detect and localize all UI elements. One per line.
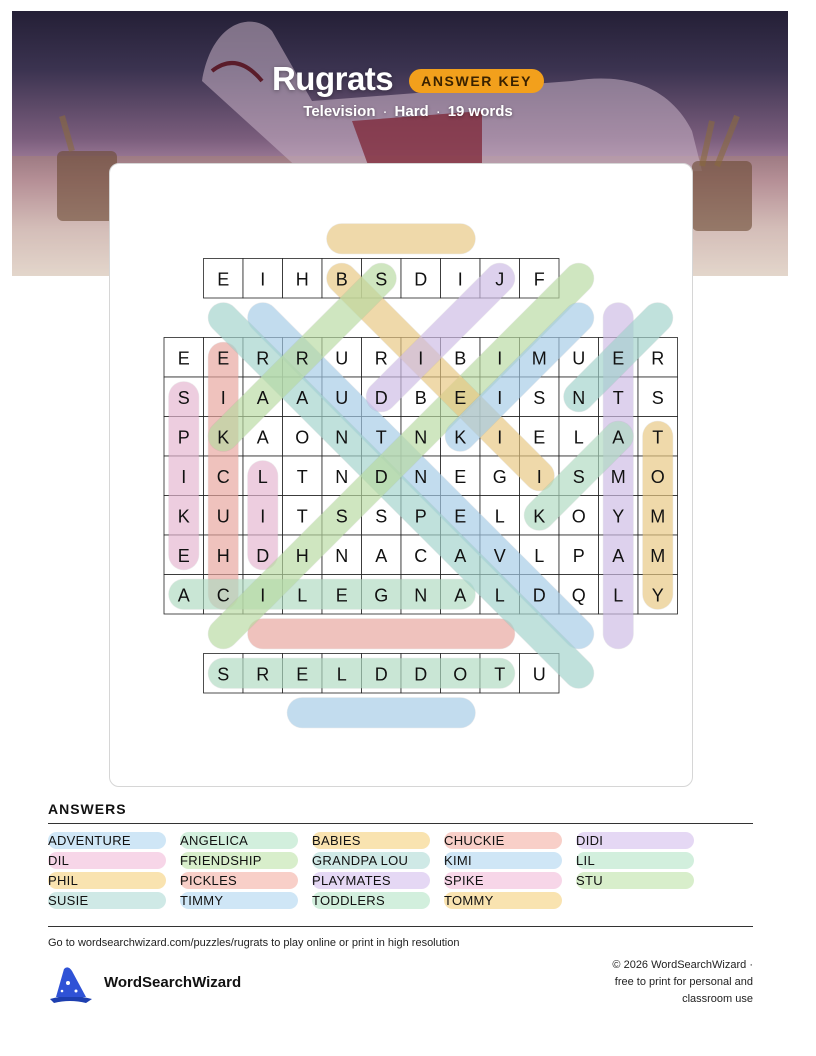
grid-letter: M [650,545,666,566]
grid-letter: P [177,427,190,448]
word-count-label: 19 words [447,103,513,120]
grid-letter: H [295,545,309,566]
grid-letter: P [414,506,427,527]
grid-letter: I [457,269,463,290]
puzzle-title: Rugrats [271,60,394,97]
grid-letter: I [536,466,542,487]
grid-letter: E [177,545,190,566]
grid-letter: T [296,466,308,487]
grid-letter: E [177,348,190,369]
grid-letter: R [256,664,270,685]
answer-word: DIL [48,852,166,869]
grid-letter: N [335,466,349,487]
answer-word: GRANDPA LOU [312,852,430,869]
puzzle-card [109,163,693,787]
wizard-hat-icon [46,963,94,1005]
grid-letter: Q [571,585,586,606]
grid-letter: C [216,466,230,487]
grid-letter: I [220,387,226,408]
divider [48,823,753,824]
grid-letter: E [454,506,467,527]
difficulty-label: Hard [394,103,429,120]
grid-letter: E [217,269,230,290]
brand-name: WordSearchWizard [104,974,242,991]
grid-letter: I [497,387,503,408]
grid-letter: A [296,387,309,408]
grid-letter: A [256,387,269,408]
title-row [0,60,816,98]
answer-word: PHIL [48,872,166,889]
grid-letter: K [533,506,546,527]
grid-letter: R [651,348,665,369]
grid-letter: S [335,506,348,527]
grid-letter: E [612,348,625,369]
answer-word: FRIENDSHIP [180,852,298,869]
grid-letter: D [374,387,388,408]
grid-letter: T [652,427,664,448]
grid-letter: B [454,348,467,369]
grid-letter: I [260,269,266,290]
grid-letter: R [256,348,270,369]
grid-letter: R [295,348,309,369]
grid-letter: O [453,664,468,685]
answer-word: KIMI [444,852,562,869]
grid-letter: C [414,545,428,566]
grid-letter: I [418,348,424,369]
answers-heading: ANSWERS [48,801,127,817]
answer-word: TIMMY [180,892,298,909]
answer-word: SUSIE [48,892,166,909]
grid-letter: I [260,506,266,527]
grid-letter: A [454,545,467,566]
answer-word: ANGELICA [180,832,298,849]
grid-letter: I [497,427,503,448]
grid-letter: A [612,545,625,566]
grid-letter: E [217,348,230,369]
grid-letter: S [651,387,664,408]
grid-letter: S [375,506,388,527]
grid-letter: I [181,466,187,487]
grid-letter: R [374,348,388,369]
grid-letter: P [572,545,585,566]
grid-letter: N [572,387,586,408]
grid-letter: D [414,664,428,685]
grid-letter: M [650,506,666,527]
answer-word: LIL [576,852,694,869]
grid-letter: D [414,269,428,290]
grid-letter: L [534,545,545,566]
grid-letter: L [613,585,624,606]
grid-letter: B [335,269,348,290]
grid-letter: V [493,545,506,566]
grid-letter: M [531,348,547,369]
grid-letter: E [335,585,348,606]
grid-letter: S [572,466,585,487]
grid-letter: K [454,427,467,448]
copyright-line: classroom use [682,993,753,1005]
grid-letter: T [375,427,387,448]
grid-letter: S [375,269,388,290]
separator-dot: · [435,103,441,120]
grid-letter: N [335,545,349,566]
grid-letter: D [374,466,388,487]
grid-letter: K [217,427,230,448]
grid-letter: A [612,427,625,448]
grid-letter: L [257,466,268,487]
grid-letter: U [335,348,349,369]
grid-letter: D [532,585,546,606]
grid-letter: J [495,269,505,290]
grid-letter: D [256,545,270,566]
grid-letter: S [217,664,230,685]
answer-word: PLAYMATES [312,872,430,889]
grid-letter: G [492,466,507,487]
answer-word: SPIKE [444,872,562,889]
grid-letter: H [216,545,230,566]
grid-letter: L [573,427,584,448]
separator-dot: · [382,103,388,120]
word-search-grid [110,164,692,786]
answer-word: ADVENTURE [48,832,166,849]
copyright-line: © 2026 WordSearchWizard · [612,959,753,971]
answer-word: DIDI [576,832,694,849]
grid-letter: S [533,387,546,408]
grid-letter: U [335,387,349,408]
grid-letter: D [374,664,388,685]
grid-letter: I [497,348,503,369]
grid-letter: F [533,269,545,290]
grid-letter: N [414,466,428,487]
grid-letter: O [295,427,310,448]
grid-letter: T [612,387,624,408]
grid-letter: E [454,387,467,408]
grid-letter: A [256,427,269,448]
grid-letter: U [572,348,586,369]
grid-letter: S [177,387,190,408]
grid-letter: H [295,269,309,290]
grid-letter: A [454,585,467,606]
answer-word: BABIES [312,832,430,849]
grid-letter: K [177,506,190,527]
grid-letter: N [414,585,428,606]
grid-letter: T [494,664,506,685]
grid-letter: E [296,664,309,685]
grid-letter: A [375,545,388,566]
grid-letter: O [650,466,665,487]
grid-letter: E [533,427,546,448]
grid-letter: U [532,664,546,685]
answer-word: TOMMY [444,892,562,909]
copyright-line: free to print for personal and [614,976,753,988]
grid-letter: L [336,664,347,685]
grid-letter: L [494,585,505,606]
footer-link-text[interactable]: Go to wordsearchwizard.com/puzzles/rugrats to play online or print in high resolution [48,937,460,949]
grid-letter: E [454,466,467,487]
grid-letter: B [414,387,427,408]
grid-letter: U [216,506,230,527]
copyright-text [553,957,753,1008]
category-label: Television [303,103,376,120]
grid-letter: L [494,506,505,527]
answer-word: TODDLERS [312,892,430,909]
grid-letter: I [260,585,266,606]
answer-word: CHUCKIE [444,832,562,849]
grid-letter: T [296,506,308,527]
grid-letter: G [374,585,389,606]
divider [48,926,753,927]
answer-word: PICKLES [180,872,298,889]
grid-letter: M [610,466,626,487]
grid-letter: N [414,427,428,448]
grid-letter: O [571,506,586,527]
grid-letter: Y [612,506,625,527]
grid-letter: N [335,427,349,448]
answer-word: STU [576,872,694,889]
grid-letter: Y [651,585,664,606]
grid-letter: L [297,585,308,606]
puzzle-meta [0,103,816,120]
grid-letter: A [177,585,190,606]
answer-key-badge: ANSWER KEY [409,69,544,93]
grid-letter: C [216,585,230,606]
